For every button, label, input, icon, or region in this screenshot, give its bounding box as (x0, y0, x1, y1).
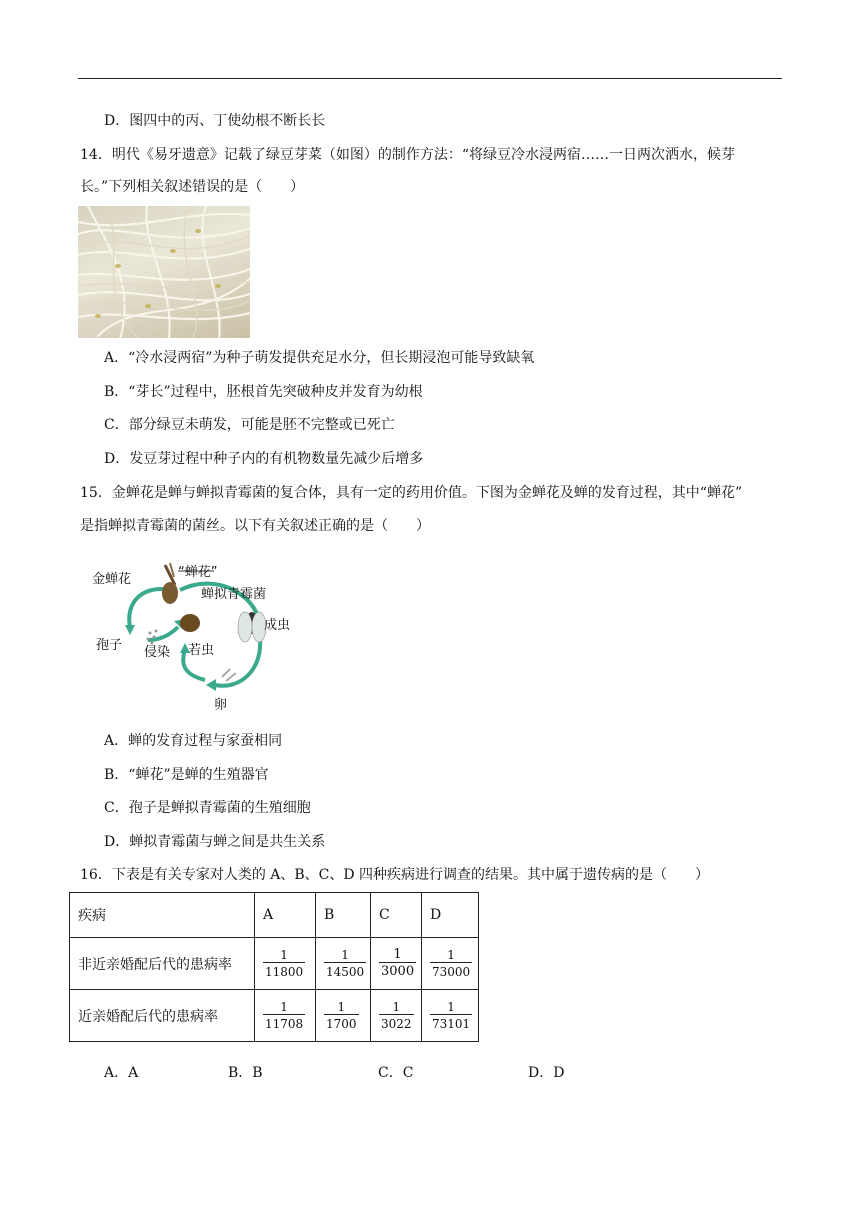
table-header-cell: C (371, 893, 422, 938)
table-header-cell: A (255, 893, 316, 938)
label-chanhua: “蝉花” (178, 565, 218, 580)
label-spore: 孢子 (96, 638, 123, 653)
adult-cicada-icon (238, 612, 266, 642)
rate-fraction: $\frac{1}{3022}$ (381, 999, 412, 1031)
disease-survey-table (69, 892, 479, 1042)
table-header-cell: B (316, 893, 371, 938)
q16-answer-b: B．B (228, 1065, 263, 1081)
rate-fraction: $\frac{1}{73000}$ (432, 947, 471, 979)
label-fungus: 蝉拟青霉菌 (201, 587, 267, 602)
header-rule (78, 78, 782, 79)
rate-fraction: $\frac{1}{11708}$ (265, 999, 304, 1031)
row-label: 非近亲婚配后代的患病率 (70, 938, 255, 990)
q16-stem: 16．下表是有关专家对人类的 A、B、C、D 四种疾病进行调查的结果。其中属于遗传病的是（ ） (80, 867, 710, 883)
rate-fraction: $\frac{1}{73101}$ (432, 999, 471, 1031)
label-jinchanhua: 金蝉花 (92, 572, 132, 587)
label-adult: 成虫 (264, 618, 291, 633)
eggs-icon (222, 669, 236, 681)
table-row (70, 938, 479, 990)
q14-option-d: D．发豆芽过程中种子内的有机物数量先减少后增多 (104, 451, 424, 467)
cicada-life-cycle-diagram (90, 555, 290, 715)
jinchanhua-specimen-icon (162, 563, 178, 604)
q16-answer-d: D．D (528, 1065, 565, 1081)
nymph-icon (180, 614, 200, 632)
label-infect: 侵染 (144, 645, 171, 660)
q15-option-b: B．“蝉花”是蝉的生殖器官 (104, 767, 269, 783)
rate-fraction: $\frac{1}{11800}$ (265, 947, 304, 979)
label-egg: 卵 (214, 698, 228, 713)
q15-stem-line1: 15．金蝉花是蝉与蝉拟青霉菌的复合体，具有一定的药用价值。下图为金蝉花及蝉的发育过程，其中“蝉花” (80, 485, 743, 501)
row-label: 近亲婚配后代的患病率 (70, 990, 255, 1042)
q13-option-d: D．图四中的丙、丁使幼根不断长长 (104, 113, 326, 129)
rate-fraction: $\frac{1}{3000}$ (381, 947, 415, 979)
table-row (70, 990, 479, 1042)
table-header-row (70, 893, 479, 938)
label-nymph: 若虫 (188, 643, 215, 658)
q16-answer-a: A．A (104, 1065, 139, 1081)
rate-fraction: $\frac{1}{1700}$ (326, 999, 357, 1031)
q15-option-d: D．蝉拟青霉菌与蝉之间是共生关系 (104, 834, 326, 850)
q14-stem-line2: 长。”下列相关叙述错误的是（ ） (80, 179, 305, 195)
q15-stem-line2: 是指蝉拟青霉菌的菌丝。以下有关叙述正确的是（ ） (80, 518, 430, 534)
q16-answer-c: C．C (378, 1065, 414, 1081)
q15-option-a: A．蝉的发育过程与家蚕相同 (104, 733, 283, 749)
bean-sprouts-photo (78, 206, 250, 338)
table-header-cell: 疾病 (70, 893, 255, 938)
q14-stem-line1: 14．明代《易牙遗意》记载了绿豆芽菜（如图）的制作方法：“将绿豆冷水浸两宿……一日两次洒水，候芽 (80, 147, 735, 163)
q14-option-a: A．“冷水浸两宿”为种子萌发提供充足水分，但长期浸泡可能导致缺氧 (104, 350, 535, 366)
q14-option-b: B．“芽长”过程中，胚根首先突破种皮并发育为幼根 (104, 384, 423, 400)
table-header-cell: D (422, 893, 479, 938)
rate-fraction: $\frac{1}{14500}$ (326, 947, 365, 979)
q14-option-c: C．部分绿豆未萌发，可能是胚不完整或已死亡 (104, 417, 395, 433)
q15-option-c: C．孢子是蝉拟青霉菌的生殖细胞 (104, 800, 311, 816)
